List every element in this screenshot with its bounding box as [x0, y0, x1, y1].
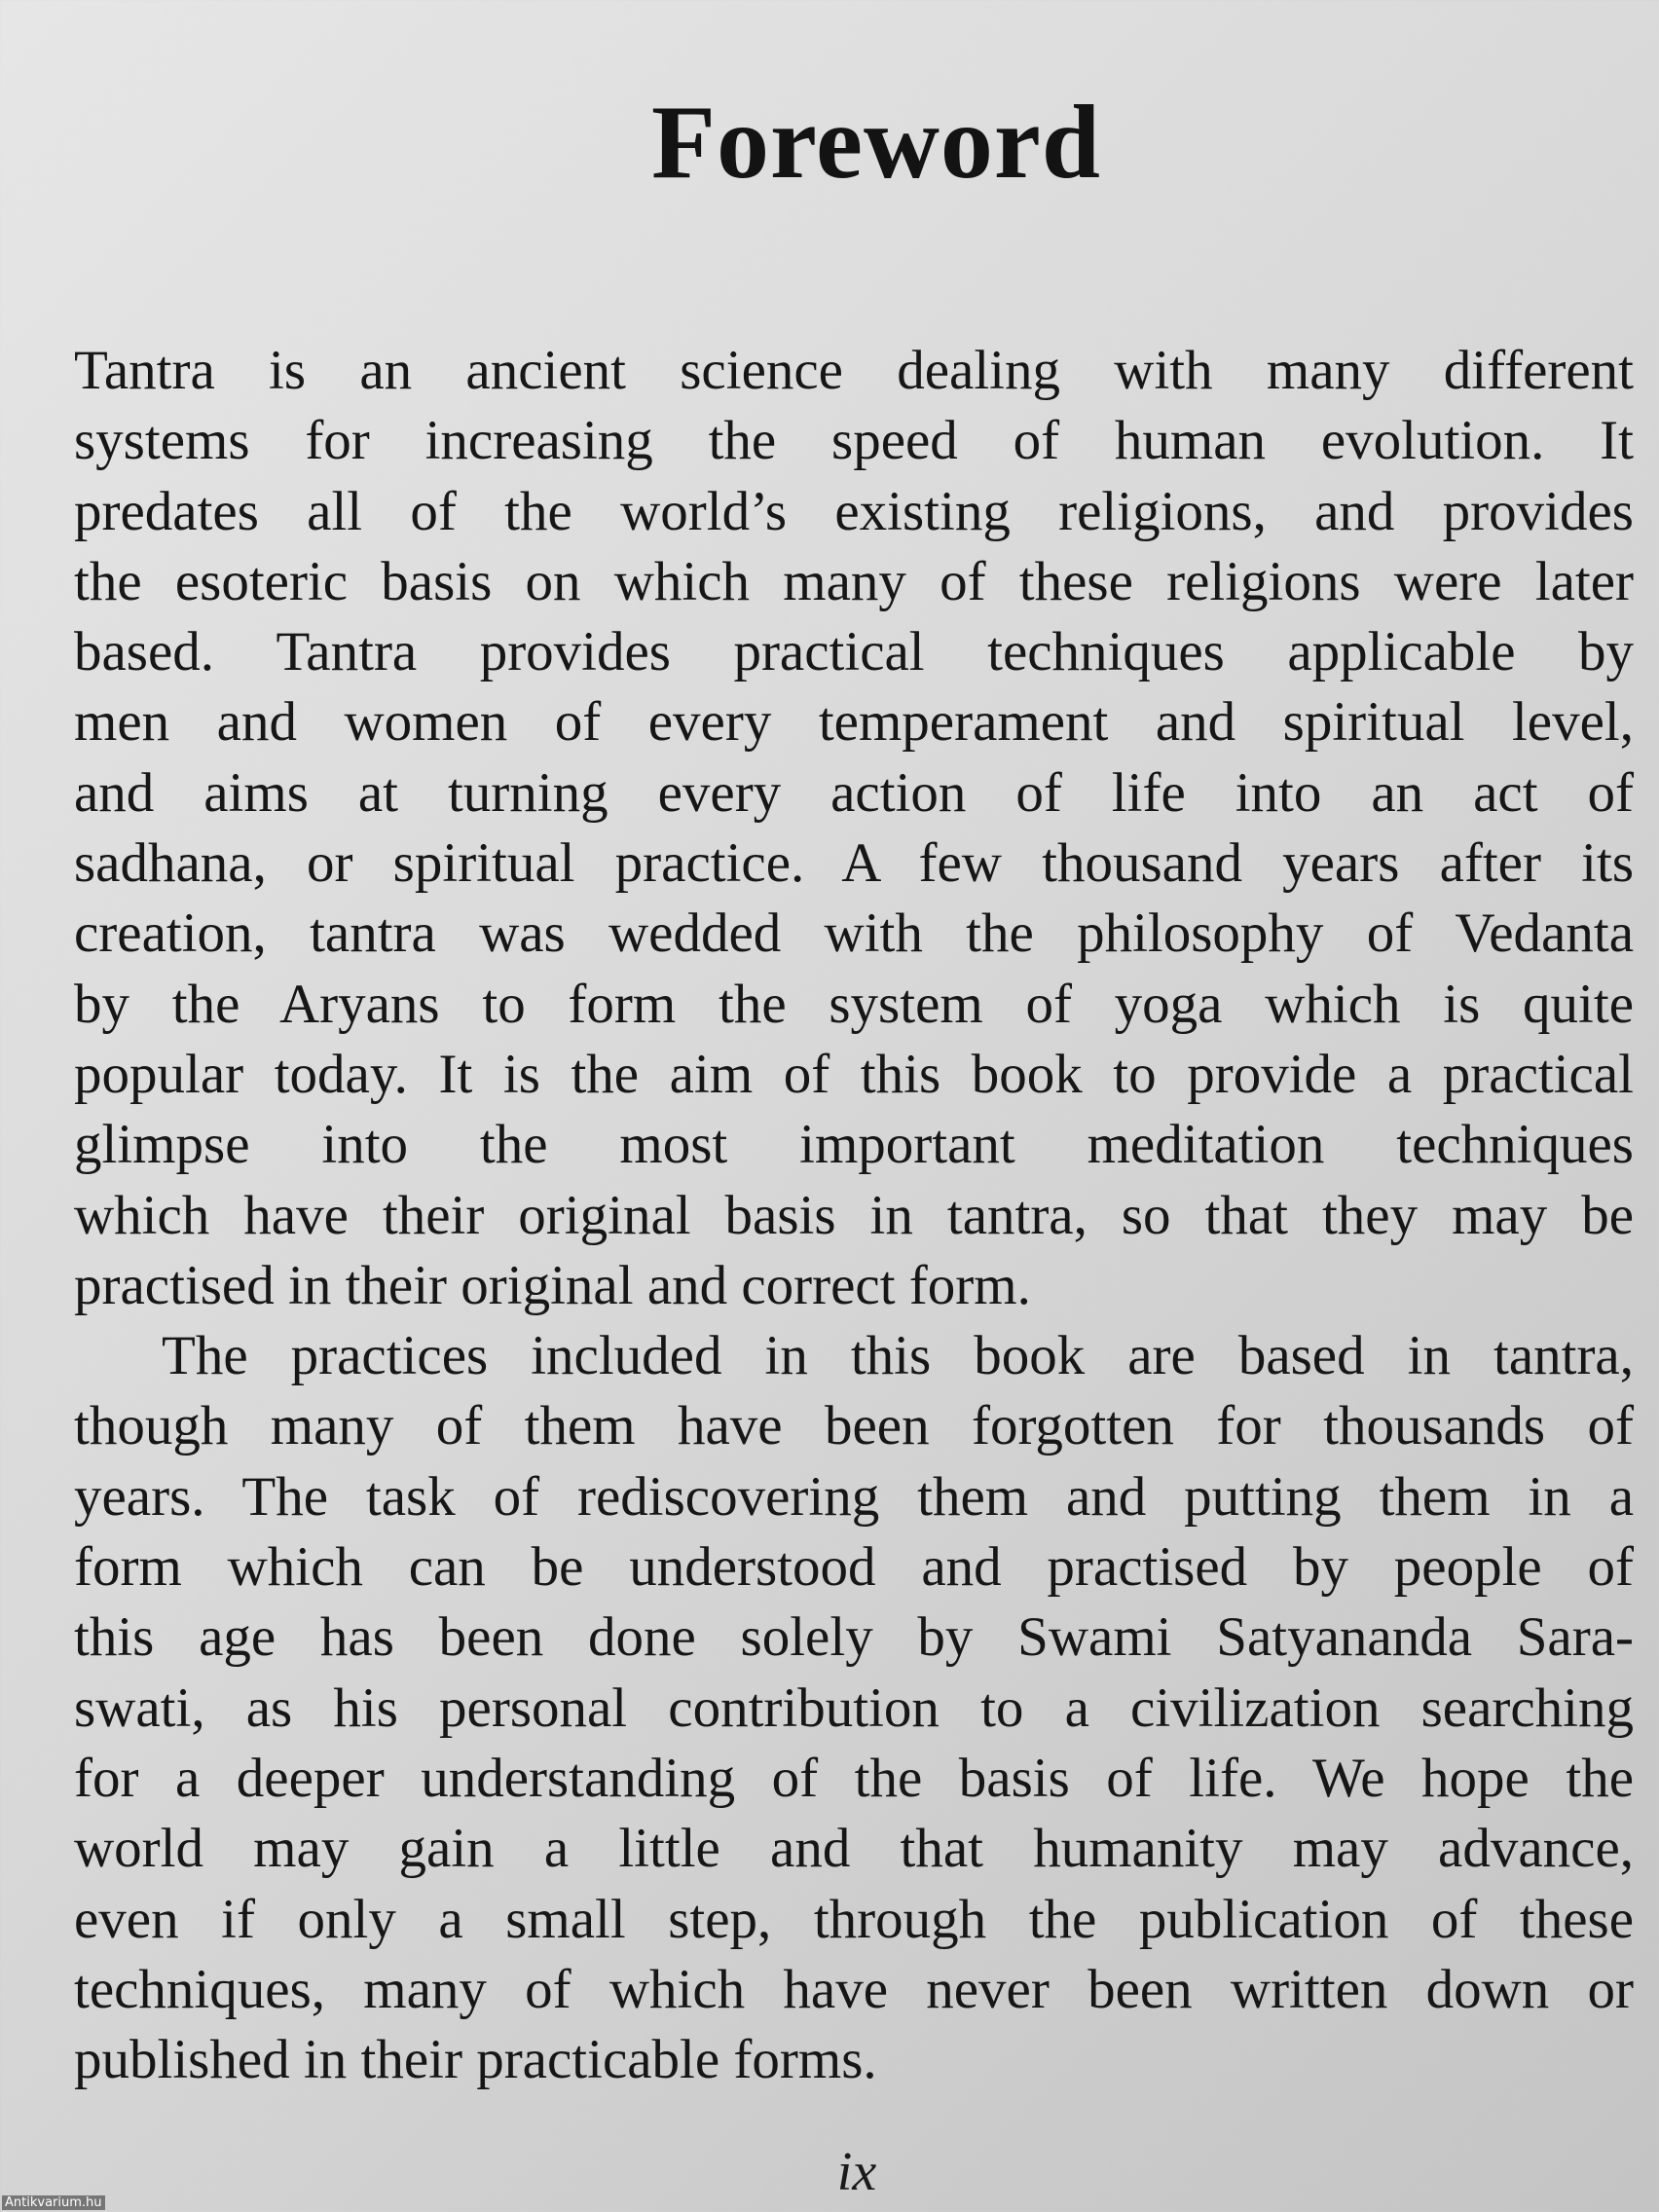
text-line: sadhana, or spiritual practice. A few thousand years after its — [74, 832, 1634, 895]
body-text — [74, 336, 1634, 2095]
watermark: Antikvarium.hu — [2, 2195, 105, 2210]
text-line: world may gain a little and that humanity may advance, — [74, 1818, 1634, 1880]
text-line: years. The task of rediscovering them and putting them in a — [74, 1465, 1634, 1528]
page-number: ix — [836, 2142, 877, 2202]
text-line: glimpse into the most important meditation techniques — [74, 1114, 1634, 1176]
text-line: and aims at turning every action of life into an act of — [74, 761, 1634, 824]
text-line: which have their original basis in tantra, so that they may be — [74, 1184, 1634, 1246]
text-line: even if only a small step, through the publication of these — [74, 1888, 1634, 1950]
text-line: popular today. It is the aim of this book to provide a practical — [74, 1043, 1634, 1105]
text-line: techniques, many of which have never been written down or — [74, 1958, 1634, 2020]
text-line: for a deeper understanding of the basis of life. We hope the — [74, 1747, 1634, 1809]
text-line: swati, as his personal contribution to a civilization searching — [74, 1677, 1634, 1739]
text-line: this age has been done solely by Swami Satyananda Sara- — [74, 1606, 1634, 1669]
text-line: though many of them have been forgotten for thousands of — [74, 1395, 1634, 1457]
text-line: creation, tantra was wedded with the philosophy of Vedanta — [74, 903, 1634, 965]
text-line: published in their practicable forms. — [74, 2029, 877, 2091]
text-line: The practices included in this book are based in tantra, — [162, 1325, 1634, 1387]
paragraph-1 — [74, 336, 1634, 1321]
page-title: Foreword — [651, 85, 1101, 202]
text-line: the esoteric basis on which many of these religions were later — [74, 550, 1634, 612]
text-line: practised in their original and correct form. — [74, 1254, 1031, 1316]
text-line: based. Tantra provides practical techniques applicable by — [74, 621, 1634, 683]
text-line: systems for increasing the speed of human evolution. It — [74, 410, 1634, 472]
text-line: form which can be understood and practised by people of — [74, 1536, 1634, 1599]
paragraph-2 — [74, 1321, 1634, 2095]
text-line: predates all of the world’s existing religions, and provides — [74, 480, 1634, 542]
text-line: by the Aryans to form the system of yoga which is quite — [74, 973, 1634, 1035]
text-line: Tantra is an ancient science dealing with many different — [74, 340, 1634, 401]
text-line: men and women of every temperament and spiritual level, — [74, 691, 1634, 754]
